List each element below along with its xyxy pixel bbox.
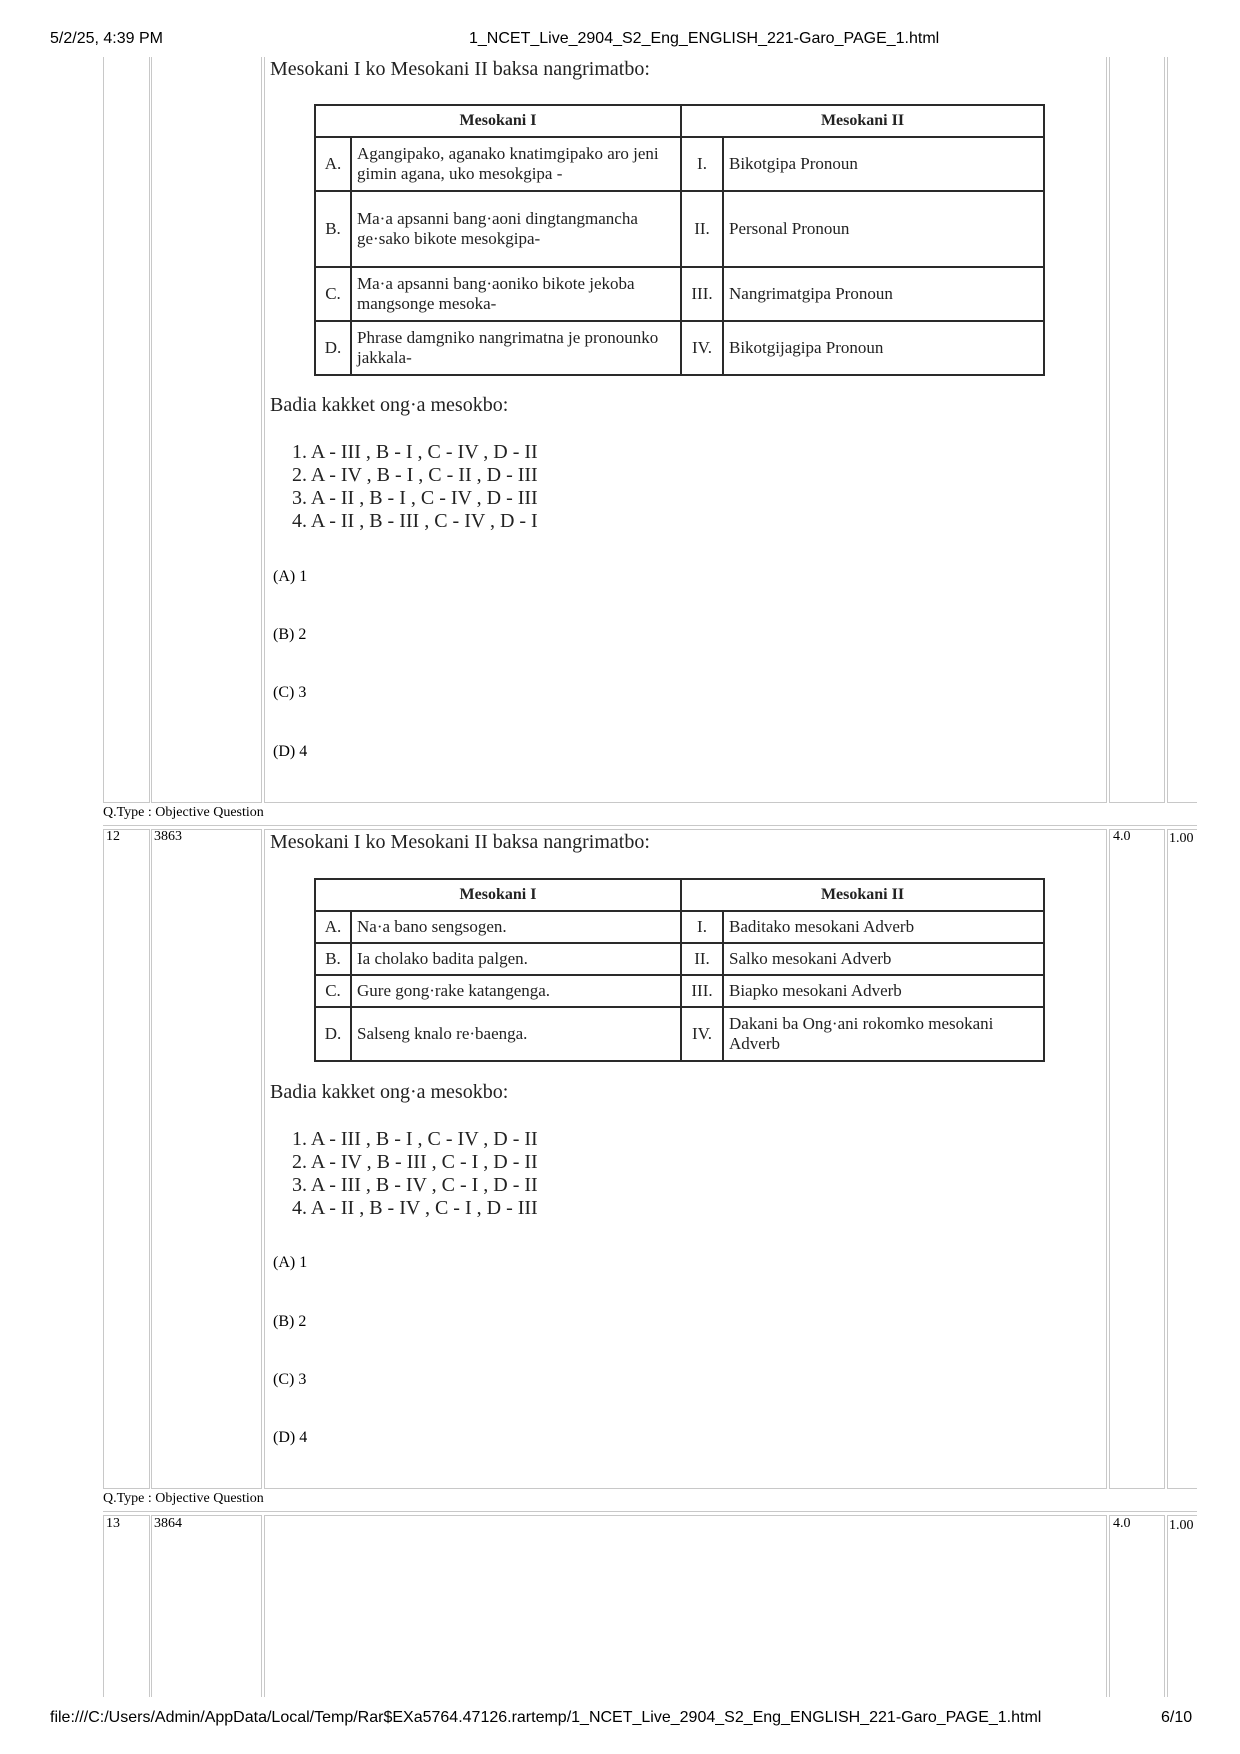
choice-item: 3. A - II , B - I , C - IV , D - III [292,487,538,509]
row-label: A. [315,911,351,943]
row-text: Ma·a apsanni bang·aoni dingtangmancha ge·sako bikote mesokgipa- [351,191,681,267]
q11-marks-cell [1109,57,1165,803]
row-roman: III. [681,267,723,321]
q12-marks: 4.0 [1113,829,1131,844]
choice-item: 1. A - III , B - I , C - IV , D - II [292,441,538,463]
choice-item: 2. A - IV , B - III , C - I , D - II [292,1151,538,1173]
row-text: Ma·a apsanni bang·aoniko bikote jekoba mangsonge mesoka- [351,267,681,321]
row-match: Salko mesokani Adverb [723,943,1044,975]
col-header-1: Mesokani I [315,879,681,911]
answer-option-a[interactable]: (A) 1 [273,568,308,585]
q12-id-cell [151,829,262,1489]
q12-prompt: Badia kakket ong·a mesokbo: [270,1081,509,1103]
answer-option-b[interactable]: (B) 2 [273,1313,307,1330]
row-label: D. [315,1007,351,1061]
q12-instruction: Mesokani I ko Mesokani II baksa nangrimatbo: [270,831,650,853]
row-text: Ia cholako badita palgen. [351,943,681,975]
print-page-title: 1_NCET_Live_2904_S2_Eng_ENGLISH_221-Garo_PAGE_1.html [469,30,940,47]
q12-number: 12 [106,829,120,844]
q12-type-label: Q.Type : Objective Question [103,1491,264,1506]
q11-choice-list [292,441,538,533]
q11-match-table [314,104,1045,376]
row-label: C. [315,975,351,1007]
row-text: Agangipako, aganako knatimgipako aro jeni gimin agana, uko mesokgipa - [351,137,681,191]
row-match: Bikotgipa Pronoun [723,137,1044,191]
row-roman: III. [681,975,723,1007]
q11-number-cell [103,57,150,803]
q12-marks-cell [1109,829,1165,1489]
q12-id: 3863 [154,829,182,844]
row-match: Dakani ba Ong·ani rokomko mesokani Adverb [723,1007,1044,1061]
q11-negative-cell [1167,57,1197,803]
q11-instruction: Mesokani I ko Mesokani II baksa nangrimatbo: [270,58,650,80]
answer-option-d[interactable]: (D) 4 [273,743,308,760]
row-label: D. [315,321,351,375]
row-text: Phrase damgniko nangrimatna je pronounko jakkala- [351,321,681,375]
q12-negative-clip [1169,829,1197,847]
q13-negative-clip [1169,1516,1197,1534]
row-text: Salseng knalo re·baenga. [351,1007,681,1061]
row-roman: IV. [681,1007,723,1061]
q12-choice-list [292,1128,538,1220]
row-label: A. [315,137,351,191]
q13-id-cell [151,1515,262,1697]
row-label: B. [315,191,351,267]
q13-id: 3864 [154,1516,182,1531]
row-label: C. [315,267,351,321]
print-datetime: 5/2/25, 4:39 PM [50,30,163,47]
row-roman: I. [681,137,723,191]
choice-item: 1. A - III , B - I , C - IV , D - II [292,1128,538,1150]
q12-negative-cell [1167,829,1197,1489]
row-separator [103,825,1197,826]
print-file-path: file:///C:/Users/Admin/AppData/Local/Temp/Rar$EXa5764.47126.rartemp/1_NCET_Live_2904_S2_Eng_ENGLISH_221-Garo_PAGE_1.html [50,1709,1042,1726]
q11-type-label: Q.Type : Objective Question [103,805,264,820]
answer-option-a[interactable]: (A) 1 [273,1254,308,1271]
q13-content-cell [264,1515,1107,1697]
col-header-2: Mesokani II [681,105,1044,137]
row-match: Bikotgijagipa Pronoun [723,321,1044,375]
choice-item: 2. A - IV , B - I , C - II , D - III [292,464,538,486]
row-roman: II. [681,943,723,975]
row-roman: I. [681,911,723,943]
answer-option-c[interactable]: (C) 3 [273,1371,307,1388]
row-text: Na·a bano sengsogen. [351,911,681,943]
q11-prompt: Badia kakket ong·a mesokbo: [270,394,509,416]
q13-negative-marks: 1.00 [1169,1518,1194,1533]
row-match: Biapko mesokani Adverb [723,975,1044,1007]
q12-match-table [314,878,1045,1062]
q13-number-cell [103,1515,150,1697]
q12-number-cell [103,829,150,1489]
row-roman: II. [681,191,723,267]
row-match: Nangrimatgipa Pronoun [723,267,1044,321]
row-separator [103,1511,1197,1512]
answer-option-c[interactable]: (C) 3 [273,684,307,701]
q13-number: 13 [106,1516,120,1531]
row-label: B. [315,943,351,975]
q13-negative-cell [1167,1515,1197,1697]
row-roman: IV. [681,321,723,375]
answer-option-d[interactable]: (D) 4 [273,1429,308,1446]
choice-item: 4. A - II , B - III , C - IV , D - I [292,510,538,532]
col-header-2: Mesokani II [681,879,1044,911]
row-text: Gure gong·rake katangenga. [351,975,681,1007]
print-page-number: 6/10 [1161,1709,1193,1726]
choice-item: 3. A - III , B - IV , C - I , D - II [292,1174,538,1196]
choice-item: 4. A - II , B - IV , C - I , D - III [292,1197,538,1219]
col-header-1: Mesokani I [315,105,681,137]
q12-negative-marks: 1.00 [1169,831,1194,846]
q13-marks-cell [1109,1515,1165,1697]
q13-marks: 4.0 [1113,1516,1131,1531]
answer-option-b[interactable]: (B) 2 [273,626,307,643]
q11-id-cell [151,57,262,803]
row-match: Baditako mesokani Adverb [723,911,1044,943]
row-match: Personal Pronoun [723,191,1044,267]
